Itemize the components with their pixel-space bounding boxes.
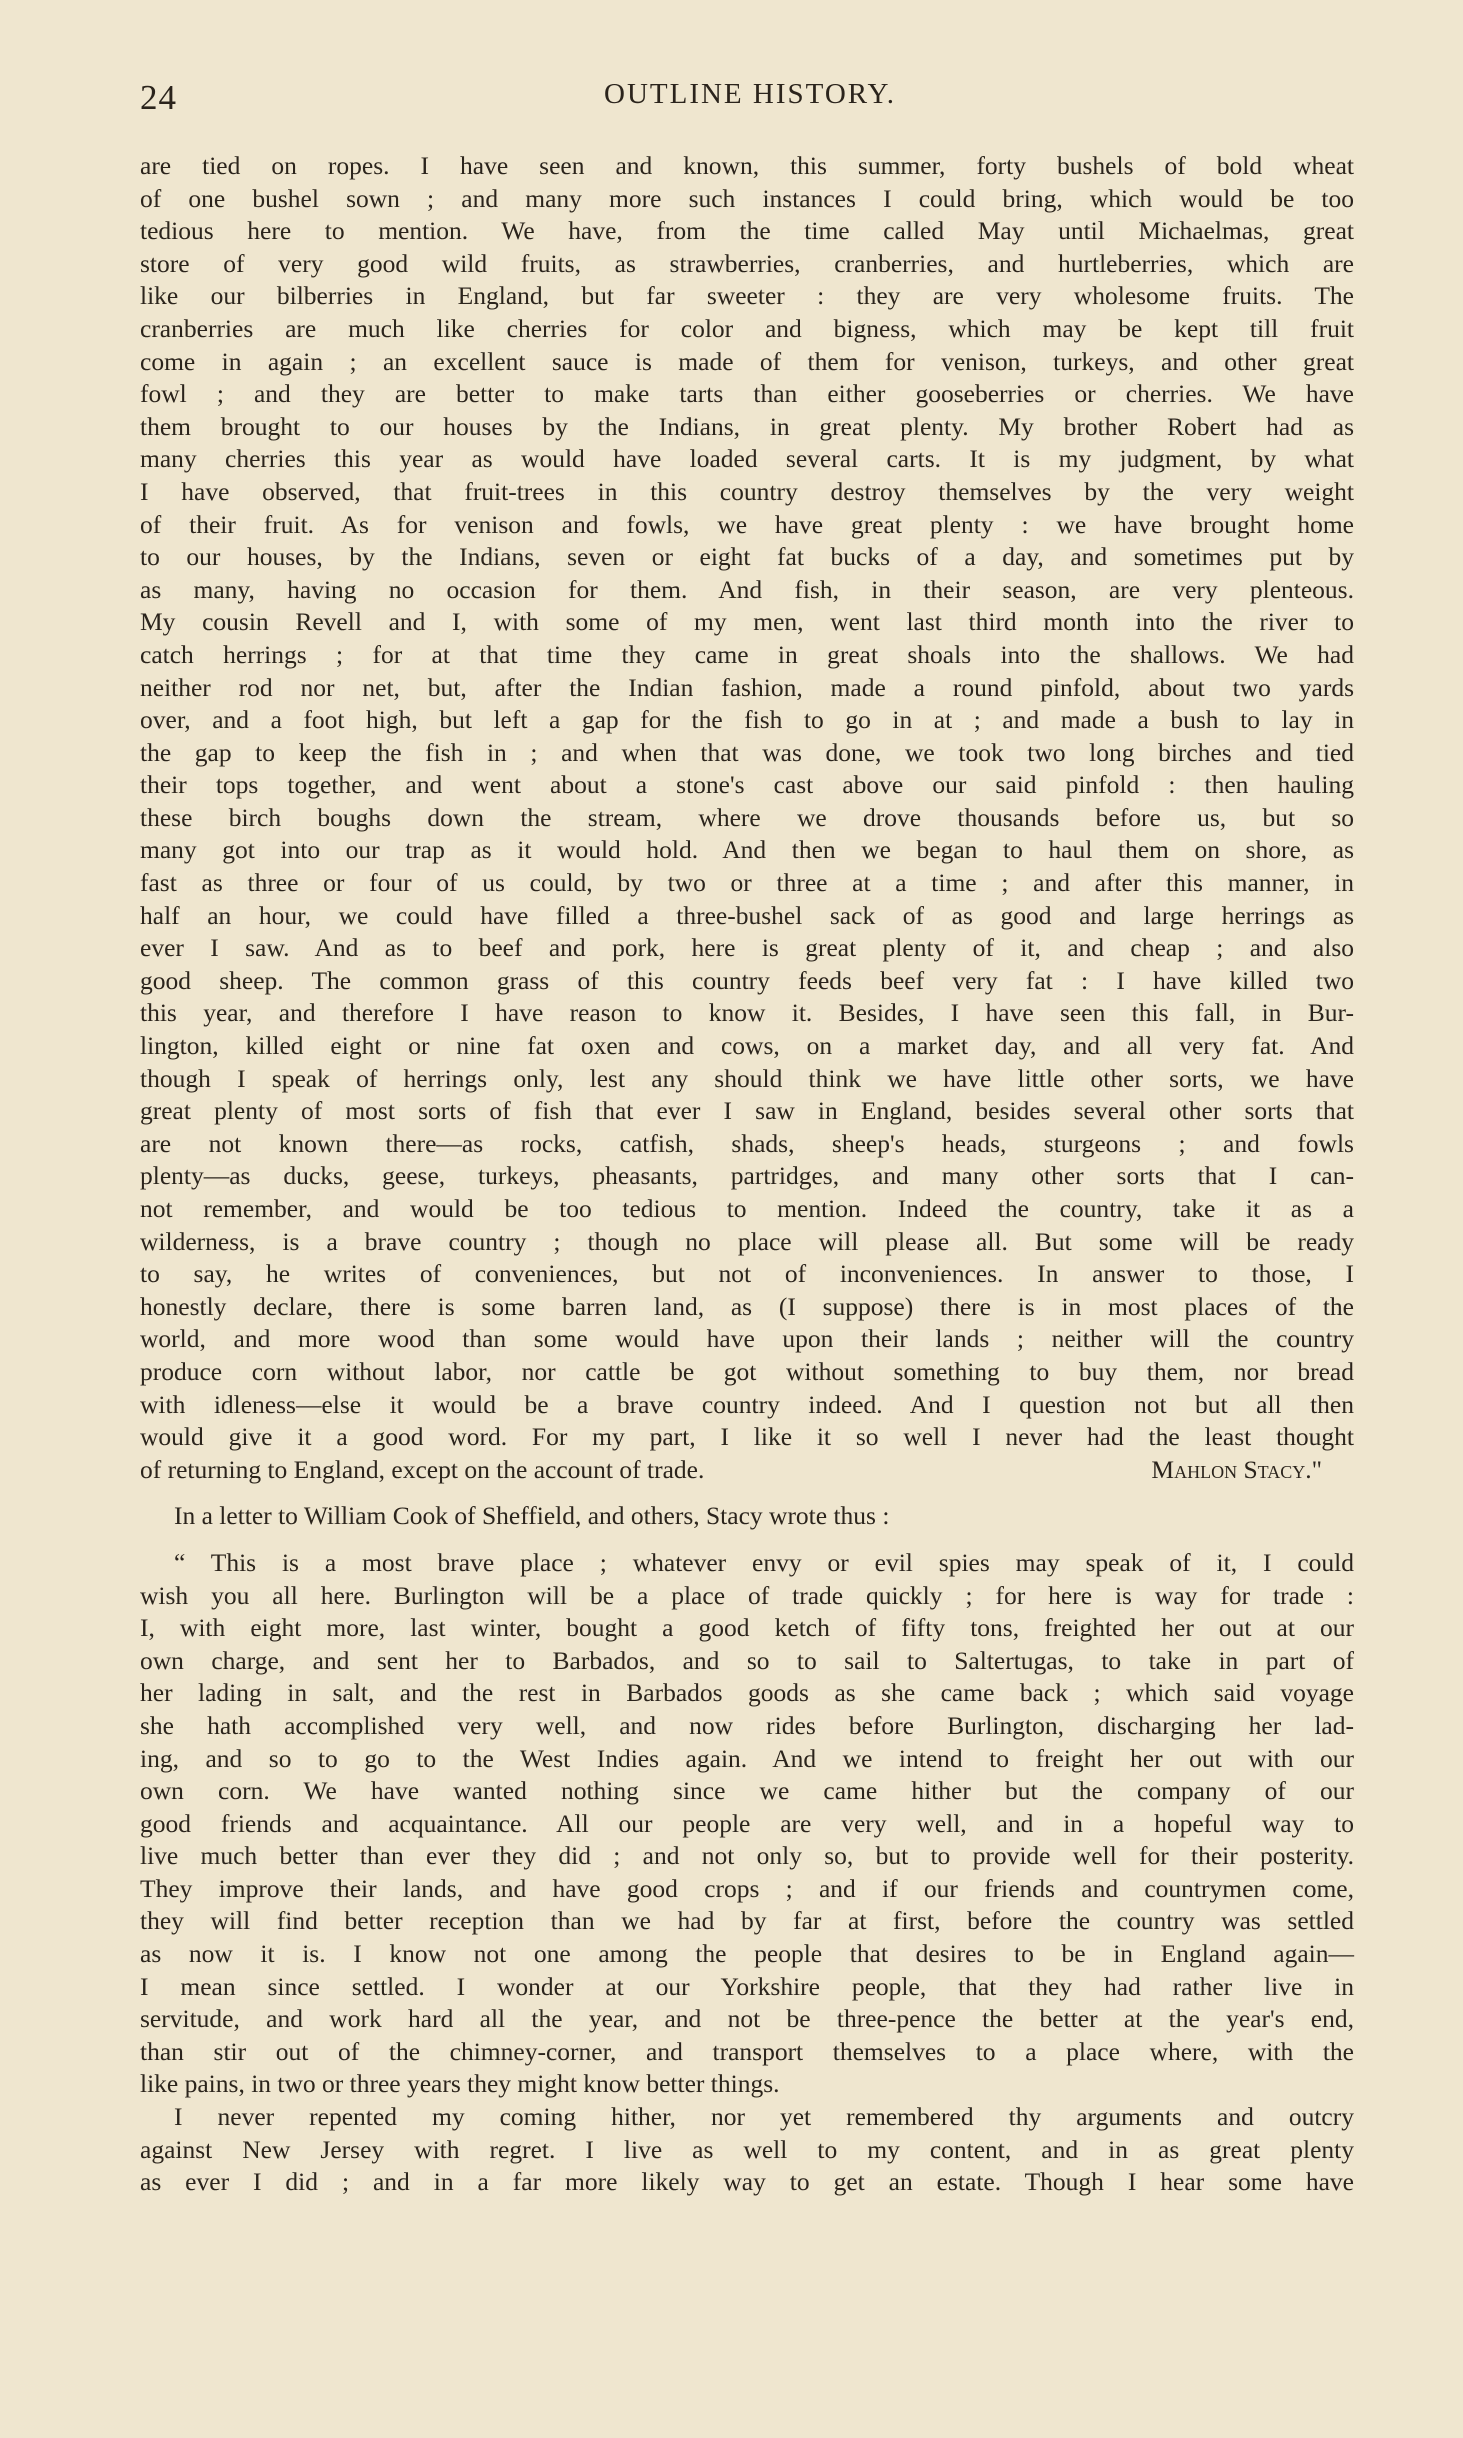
text-line: They improve their lands, and have good crops ; and if our friends and countrymen come, [140, 1873, 1354, 1903]
text-line: plenty—as ducks, geese, turkeys, pheasants, partridges, and many other sorts that I can- [140, 1161, 1354, 1191]
letter-intro: In a letter to William Cook of Sheffield, and others, Stacy wrote thus : [174, 1501, 890, 1531]
text-line: these birch boughs down the stream, where we drove thousands before us, but so [140, 802, 1354, 832]
text-line: this year, and therefore I have reason to know it. Besides, I have seen this fall, in Bur- [140, 998, 1354, 1028]
page-header [140, 78, 1360, 128]
text-line: ever I saw. And as to beef and pork, here is great plenty of it, and cheap ; and also [140, 933, 1354, 963]
text-line: servitude, and work hard all the year, and not be three-pence the better at the year's end, [140, 2004, 1354, 2034]
text-line: “ This is a most brave place ; whatever envy or evil spies may speak of it, I could [174, 1547, 1354, 1577]
text-line: are not known there—as rocks, catfish, shads, sheep's heads, sturgeons ; and fowls [140, 1128, 1354, 1158]
text-line: wilderness, is a brave country ; though no place will please all. But some will be ready [140, 1226, 1354, 1256]
text-line: like our bilberries in England, but far sweeter : they are very wholesome fruits. The [140, 281, 1354, 311]
text-line: cranberries are much like cherries for color and bigness, which may be kept till fruit [140, 313, 1354, 343]
text-line: catch herrings ; for at that time they came in great shoals into the shallows. We had [140, 639, 1354, 669]
text-line: live much better than ever they did ; and not only so, but to provide well for their posterity. [140, 1841, 1354, 1871]
text-line: wish you all here. Burlington will be a place of trade quickly ; for here is way for trade : [140, 1580, 1354, 1610]
text-line: store of very good wild fruits, as strawberries, cranberries, and hurtleberries, which are [140, 248, 1354, 278]
text-line: ing, and so to go to the West Indies again. And we intend to freight her out with our [140, 1743, 1354, 1773]
text-line: with idleness—else it would be a brave country indeed. And I question not but all then [140, 1389, 1354, 1419]
running-head: OUTLINE HISTORY. [604, 78, 896, 110]
closing-text: of returning to England, except on the account of trade. [140, 1454, 705, 1484]
text-line: of their fruit. As for venison and fowls, we have great plenty : we have brought home [140, 509, 1354, 539]
paragraph-letter-continued [140, 2101, 1354, 2199]
text-line: I have observed, that fruit-trees in this country destroy themselves by the very weight [140, 476, 1354, 506]
text-line: many got into our trap as it would hold. And then we began to haul them on shore, as [140, 835, 1354, 865]
paragraph-spacer [140, 1486, 1354, 1500]
text-line: I mean since settled. I wonder at our Yorkshire people, that they had rather live in [140, 1971, 1354, 2001]
text-line: their tops together, and went about a stone's cast above our said pinfold : then hauling [140, 770, 1354, 800]
text-line: of one bushel sown ; and many more such instances I could bring, which would be too [140, 183, 1354, 213]
text-line: her lading in salt, and the rest in Barbados goods as she came back ; which said voyage [140, 1678, 1354, 1708]
text-line: them brought to our houses by the Indians, in great plenty. My brother Robert had as [140, 411, 1354, 441]
text-line: to our houses, by the Indians, seven or eight fat bucks of a day, and sometimes put by [140, 542, 1354, 572]
text-line: they will find better reception than we had by far at first, before the country was settled [140, 1906, 1354, 1936]
text-line: as many, having no occasion for them. And fish, in their season, are very plenteous. [140, 574, 1354, 604]
text-line: half an hour, we could have filled a three-bushel sack of as good and large herrings as [140, 900, 1354, 930]
text-line: would give it a good word. For my part, I like it so well I never had the least thought [140, 1422, 1354, 1452]
body-text [140, 150, 1354, 2199]
text-line: world, and more wood than some would have upon their lands ; neither will the country [140, 1324, 1354, 1354]
text-line: own charge, and sent her to Barbados, and so to sail to Saltertugas, to take in part of [140, 1645, 1354, 1675]
text-line: as now it is. I know not one among the people that desires to be in England again— [140, 1939, 1354, 1969]
text-line: I never repented my coming hither, nor yet remembered thy arguments and outcry [174, 2102, 1354, 2132]
text-line: good friends and acquaintance. All our people are very well, and in a hopeful way to [140, 1808, 1354, 1838]
paragraph-spacer [140, 1533, 1354, 1547]
text-line: the gap to keep the fish in ; and when that was done, we took two long birches and tied [140, 737, 1354, 767]
signature: Mahlon Stacy." [1151, 1454, 1322, 1484]
text-line: fowl ; and they are better to make tarts than either gooseberries or cherries. We have [140, 379, 1354, 409]
text-line: against New Jersey with regret. I live as well to my content, and in as great plenty [140, 2134, 1354, 2164]
text-line: she hath accomplished very well, and now rides before Burlington, discharging her lad- [140, 1710, 1354, 1740]
page-number: 24 [140, 78, 177, 117]
text-line: own corn. We have wanted nothing since we came hither but the company of our [140, 1776, 1354, 1806]
paragraph-quoted-letter [140, 1547, 1354, 2101]
text-line: to say, he writes of conveniences, but not of inconveniences. In answer to those, I [140, 1259, 1354, 1289]
text-line: over, and a foot high, but left a gap for the fish to go in at ; and made a bush to lay in [140, 705, 1354, 735]
text-line: My cousin Revell and I, with some of my men, went last third month into the river to [140, 607, 1354, 637]
text-line: come in again ; an excellent sauce is made of them for venison, turkeys, and other great [140, 346, 1354, 376]
text-line: tedious here to mention. We have, from the time called May until Michaelmas, great [140, 216, 1354, 246]
text-line: I, with eight more, last winter, bought a good ketch of fifty tons, freighted her out at our [140, 1613, 1354, 1643]
text-line: not remember, and would be too tedious to mention. Indeed the country, take it as a [140, 1194, 1354, 1223]
text-line: fast as three or four of us could, by two or three at a time ; and after this manner, in [140, 868, 1354, 898]
text-line: than stir out of the chimney-corner, and transport themselves to a place where, with the [140, 2036, 1354, 2066]
closing-line [140, 1454, 1354, 1487]
text-line: neither rod nor net, but, after the Indian fashion, made a round pinfold, about two yards [140, 672, 1354, 702]
text-line: many cherries this year as would have loaded several carts. It is my judgment, by what [140, 444, 1354, 474]
text-line: as ever I did ; and in a far more likely way to get an estate. Though I hear some have [140, 2167, 1354, 2197]
text-line: like pains, in two or three years they might know better things. [140, 2069, 780, 2099]
text-line: good sheep. The common grass of this country feeds beef very fat : I have killed two [140, 965, 1354, 995]
text-line: great plenty of most sorts of fish that ever I saw in England, besides several other sorts that [140, 1096, 1354, 1126]
paragraph-stacy-letter-continued [140, 150, 1354, 1486]
text-line: honestly declare, there is some barren land, as (I suppose) there is in most places of the [140, 1291, 1354, 1321]
text-line: lington, killed eight or nine fat oxen and cows, on a market day, and all very fat. And [140, 1031, 1354, 1061]
text-line: though I speak of herrings only, lest any should think we have little other sorts, we have [140, 1063, 1354, 1093]
text-line: are tied on ropes. I have seen and known, this summer, forty bushels of bold wheat [140, 151, 1354, 180]
text-line: produce corn without labor, nor cattle be got without something to buy them, nor bread [140, 1356, 1354, 1386]
